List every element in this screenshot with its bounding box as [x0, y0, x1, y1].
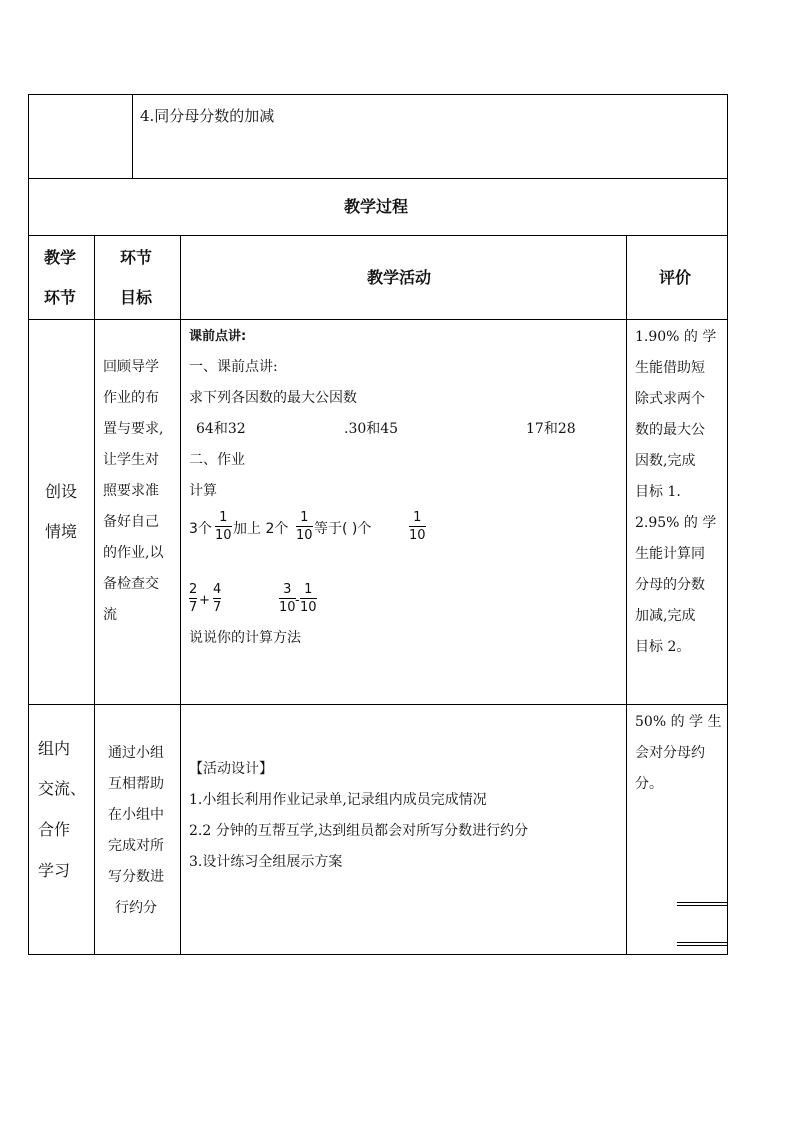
activity-subheading: 二、作业 [189, 452, 245, 468]
fraction-denominator: 7 [189, 600, 198, 615]
fraction-denominator: 10 [296, 528, 313, 543]
eval-line: 2.95% 的 学 [635, 515, 717, 531]
fraction-denominator: 10 [409, 528, 426, 543]
phase-line: 交流、 [38, 779, 87, 798]
goal-line: 作业的布 [103, 390, 159, 406]
lesson-item: 4.同分母分数的加减 [140, 107, 275, 125]
eval-line: 因数,完成 [635, 453, 696, 469]
phase-line: 组内 [38, 739, 71, 758]
activity-item: 3.设计练习全组展示方案 [189, 854, 343, 870]
fraction [296, 511, 313, 542]
fraction [300, 583, 317, 614]
goal-line: 互相帮助 [108, 776, 164, 792]
fraction-denominator: 10 [215, 528, 232, 543]
activity-calc: 计算 [189, 483, 217, 499]
header-activity: 教学活动 [367, 268, 432, 287]
phase-line: 合作 [38, 820, 71, 839]
goal-line: 完成对所 [108, 838, 164, 854]
expr-text: 加上 2个 [233, 521, 289, 537]
table-border-bottom [28, 954, 728, 955]
fraction-numerator: 1 [219, 510, 228, 525]
rule-mark [677, 942, 727, 943]
table-border-right [727, 94, 728, 955]
goal-line: 行约分 [115, 900, 157, 916]
activity-heading: 课前点讲: [189, 329, 247, 344]
rule-mark [677, 945, 727, 946]
fraction-numerator: 3 [283, 582, 292, 597]
number-pair: 17和28 [526, 421, 576, 437]
header-goal-line2: 目标 [120, 288, 153, 307]
row-divider [28, 235, 728, 236]
goal-line: 置与要求, [103, 421, 164, 437]
header-evaluation: 评价 [659, 268, 692, 287]
activity-task: 求下列各因数的最大公因数 [189, 390, 357, 406]
eval-line: 分母的分数 [635, 577, 705, 593]
row-divider [28, 704, 728, 705]
eval-line: 会对分母约 [635, 745, 705, 761]
section-title: 教学过程 [344, 197, 409, 216]
fraction-denominator: 10 [279, 600, 296, 615]
eval-line: 加减,完成 [635, 608, 696, 624]
fraction [215, 511, 232, 542]
fraction [409, 511, 426, 542]
table-border-top [28, 94, 728, 95]
header-phase-line1: 教学 [44, 248, 77, 267]
col-divider [180, 235, 181, 955]
goal-line: 在小组中 [108, 807, 164, 823]
phase-line: 学习 [38, 861, 71, 880]
fraction-numerator: 1 [304, 582, 313, 597]
plus-sign: + [199, 593, 210, 608]
rule-mark [677, 905, 727, 906]
goal-line: 照要求准 [103, 483, 159, 499]
fraction [279, 583, 296, 614]
goal-line: 写分数进 [108, 869, 164, 885]
activity-design-title: 【活动设计】 [189, 761, 273, 777]
eval-line: 生能借助短 [635, 360, 705, 376]
number-pair: .30和45 [344, 421, 399, 437]
activity-method: 说说你的计算方法 [189, 630, 301, 646]
phase-line: 情境 [45, 522, 78, 541]
goal-line: 流 [103, 607, 117, 623]
goal-line: 的作业,以 [103, 545, 164, 561]
fraction-numerator: 2 [189, 582, 198, 597]
activity-subheading: 一、课前点讲: [189, 359, 278, 375]
expr-text: 等于( )个 [314, 521, 372, 537]
col-divider [94, 235, 95, 955]
eval-line: 目标 1. [635, 484, 681, 500]
eval-line: 目标 2。 [635, 639, 691, 655]
minus-sign: - [295, 593, 300, 608]
eval-line: 50% 的 学 生 [635, 714, 722, 730]
goal-line: 回顾导学 [103, 359, 159, 375]
activity-item: 1.小组长利用作业记录单,记录组内成员完成情况 [189, 792, 487, 808]
rule-mark [677, 902, 727, 903]
eval-line: 数的最大公 [635, 422, 705, 438]
fraction-numerator: 1 [413, 510, 422, 525]
eval-line: 1.90% 的 学 [635, 329, 717, 345]
number-pair: 64和32 [196, 421, 246, 437]
header-phase-line2: 环节 [44, 288, 77, 307]
header-goal-line1: 环节 [120, 248, 153, 267]
goal-line: 备好自己 [103, 514, 159, 530]
fraction [213, 583, 221, 614]
col-divider [132, 94, 133, 178]
goal-line: 备检查交 [103, 576, 159, 592]
goal-line: 通过小组 [108, 745, 164, 761]
fraction-denominator: 10 [300, 600, 317, 615]
eval-line: 除式求两个 [635, 391, 705, 407]
row-divider [28, 319, 728, 320]
goal-line: 让学生对 [103, 452, 159, 468]
expr-text: 3个 [189, 521, 212, 537]
eval-line: 分。 [635, 776, 663, 792]
fraction-denominator: 7 [213, 600, 222, 615]
eval-line: 生能计算同 [635, 546, 705, 562]
fraction-numerator: 1 [300, 510, 309, 525]
activity-item: 2.2 分钟的互帮互学,达到组员都会对所写分数进行约分 [189, 823, 529, 839]
row-divider [28, 178, 728, 179]
table-border-left [28, 94, 29, 955]
phase-line: 创设 [45, 482, 78, 501]
fraction [189, 583, 197, 614]
col-divider [626, 235, 627, 955]
fraction-numerator: 4 [213, 582, 222, 597]
